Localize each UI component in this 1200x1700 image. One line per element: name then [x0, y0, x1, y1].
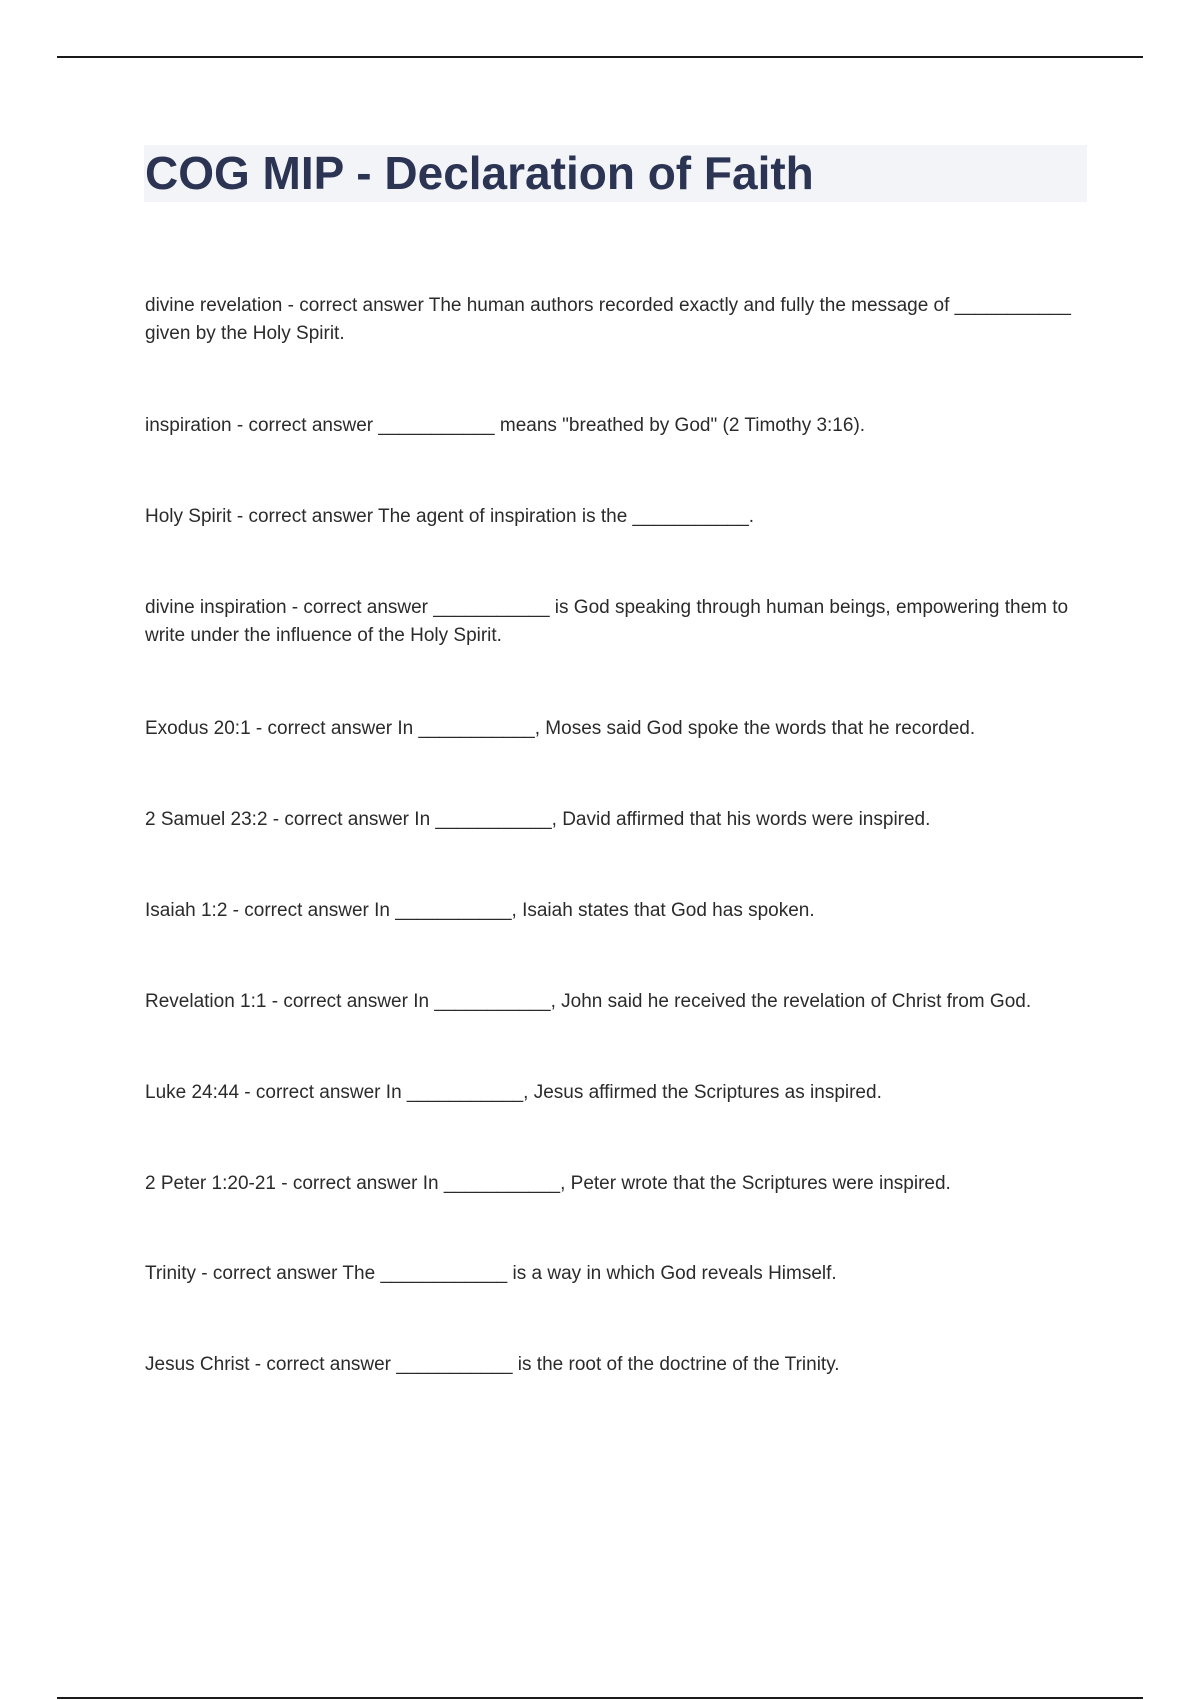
qa-item-jesus-christ: Jesus Christ - correct answer ___________ is the root of the doctrine of the Trinity.	[145, 1354, 840, 1375]
qa-item-inspiration: inspiration - correct answer ___________ means "breathed by God" (2 Timothy 3:16).	[145, 415, 866, 436]
qa-item-2-peter: 2 Peter 1:20-21 - correct answer In ___________, Peter wrote that the Scriptures were inspired.	[145, 1173, 951, 1194]
bottom-rule	[57, 1697, 1143, 1699]
qa-item-isaiah: Isaiah 1:2 - correct answer In ___________, Isaiah states that God has spoken.	[145, 900, 815, 921]
qa-item-2-samuel: 2 Samuel 23:2 - correct answer In ___________, David affirmed that his words were inspired.	[145, 809, 931, 830]
top-rule	[57, 56, 1143, 58]
page-title: COG MIP - Declaration of Faith	[145, 147, 814, 199]
qa-item-holy-spirit: Holy Spirit - correct answer The agent of inspiration is the ___________.	[145, 506, 755, 527]
qa-item-divine-revelation: divine revelation - correct answer The human authors recorded exactly and fully the message of ___________ given by the Holy Spirit.	[145, 295, 1071, 344]
qa-item-luke: Luke 24:44 - correct answer In ___________, Jesus affirmed the Scriptures as inspired.	[145, 1082, 882, 1103]
qa-item-divine-inspiration: divine inspiration - correct answer ___________ is God speaking through human beings, empowering them to write under the influence of the Holy Spirit.	[145, 597, 1069, 646]
qa-item-revelation: Revelation 1:1 - correct answer In ___________, John said he received the revelation of Christ from God.	[145, 991, 1032, 1012]
qa-item-trinity: Trinity - correct answer The ____________ is a way in which God reveals Himself.	[145, 1263, 837, 1284]
qa-item-exodus: Exodus 20:1 - correct answer In ___________, Moses said God spoke the words that he recorded.	[145, 718, 976, 739]
